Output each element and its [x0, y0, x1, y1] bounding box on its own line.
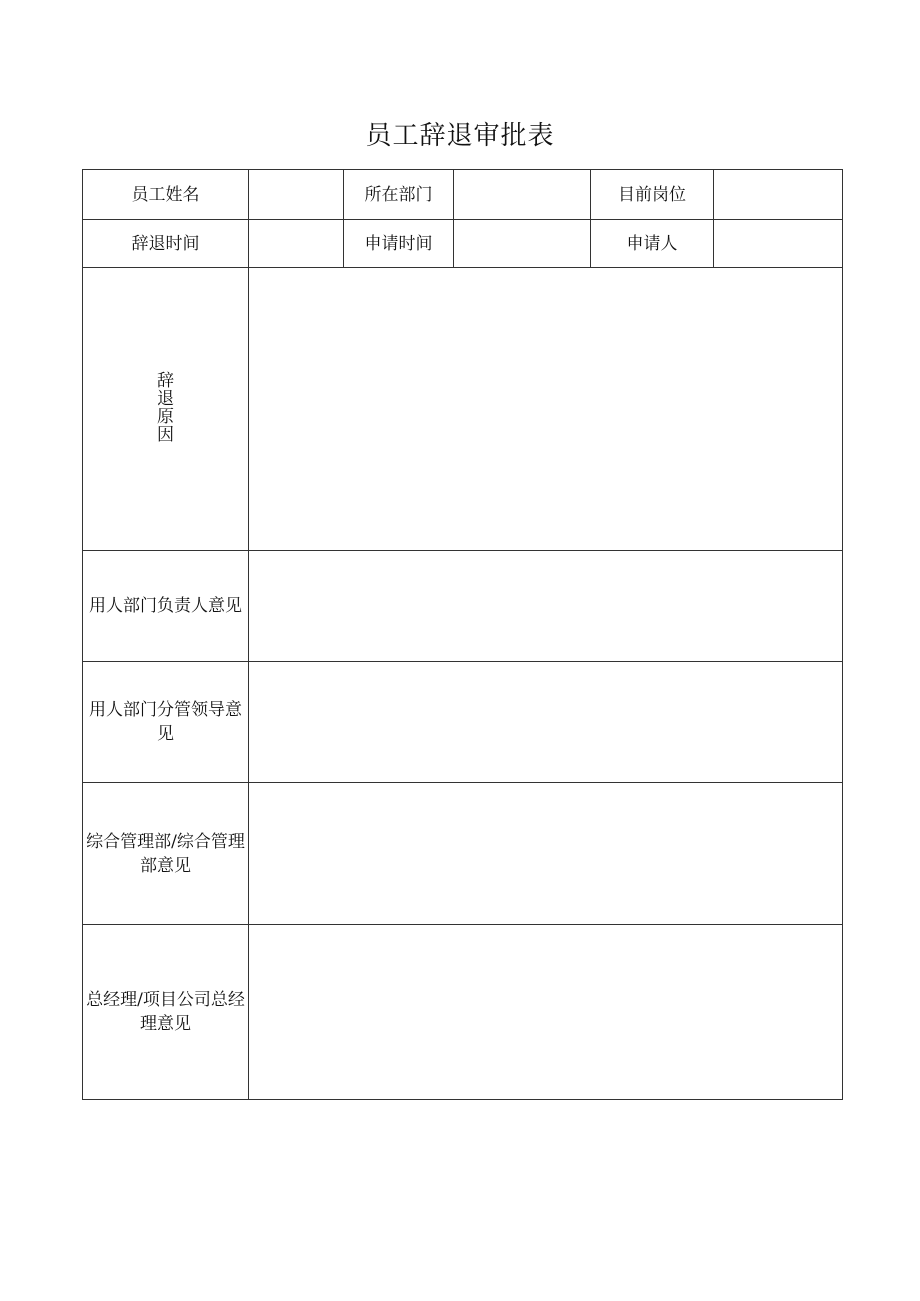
opinion-row-general-manager [83, 925, 843, 1100]
applicant-cell [591, 220, 714, 268]
opinion-row-admin-dept [83, 783, 843, 925]
reason-label-cell [83, 268, 249, 551]
position-field[interactable] [714, 170, 843, 220]
dept-leader-opinion-label: 用人部门分管领导意见 [83, 662, 249, 783]
dept-leader-opinion-field[interactable] [249, 662, 843, 783]
admin-dept-opinion-field[interactable] [249, 783, 843, 925]
general-manager-opinion-label: 总经理/项目公司总经理意见 [83, 925, 249, 1100]
general-manager-opinion-field[interactable] [249, 925, 843, 1100]
department-field[interactable] [454, 170, 591, 220]
dismissal-time-cell [83, 220, 249, 268]
dismissal-time-field[interactable] [249, 220, 344, 268]
opinion-row-dept-leader [83, 662, 843, 783]
opinion-row-dept-head [83, 551, 843, 662]
dept-head-opinion-field[interactable] [249, 551, 843, 662]
reason-row [83, 268, 843, 551]
employee-name-field[interactable] [249, 170, 344, 220]
department-label: 所在部门 [344, 170, 454, 220]
employee-name-label: 员工姓名 [83, 170, 249, 220]
reason-field[interactable] [249, 268, 843, 551]
apply-time-cell [344, 220, 454, 268]
applicant-label: 申请人 [626, 233, 678, 254]
time-info-row [83, 220, 843, 268]
dept-head-opinion-label: 用人部门负责人意见 [83, 551, 249, 662]
position-label: 目前岗位 [591, 170, 714, 220]
apply-time-field[interactable] [454, 220, 591, 268]
dismissal-time-label: 辞退时间 [131, 233, 200, 254]
reason-label: 辞退原因 [157, 370, 174, 445]
applicant-field[interactable] [714, 220, 843, 268]
dismissal-approval-form [82, 169, 843, 1100]
apply-time-label: 申请时间 [364, 233, 433, 254]
admin-dept-opinion-label: 综合管理部/综合管理部意见 [83, 783, 249, 925]
page-title: 员工辞退审批表 [365, 121, 555, 151]
basic-info-row [83, 170, 843, 220]
